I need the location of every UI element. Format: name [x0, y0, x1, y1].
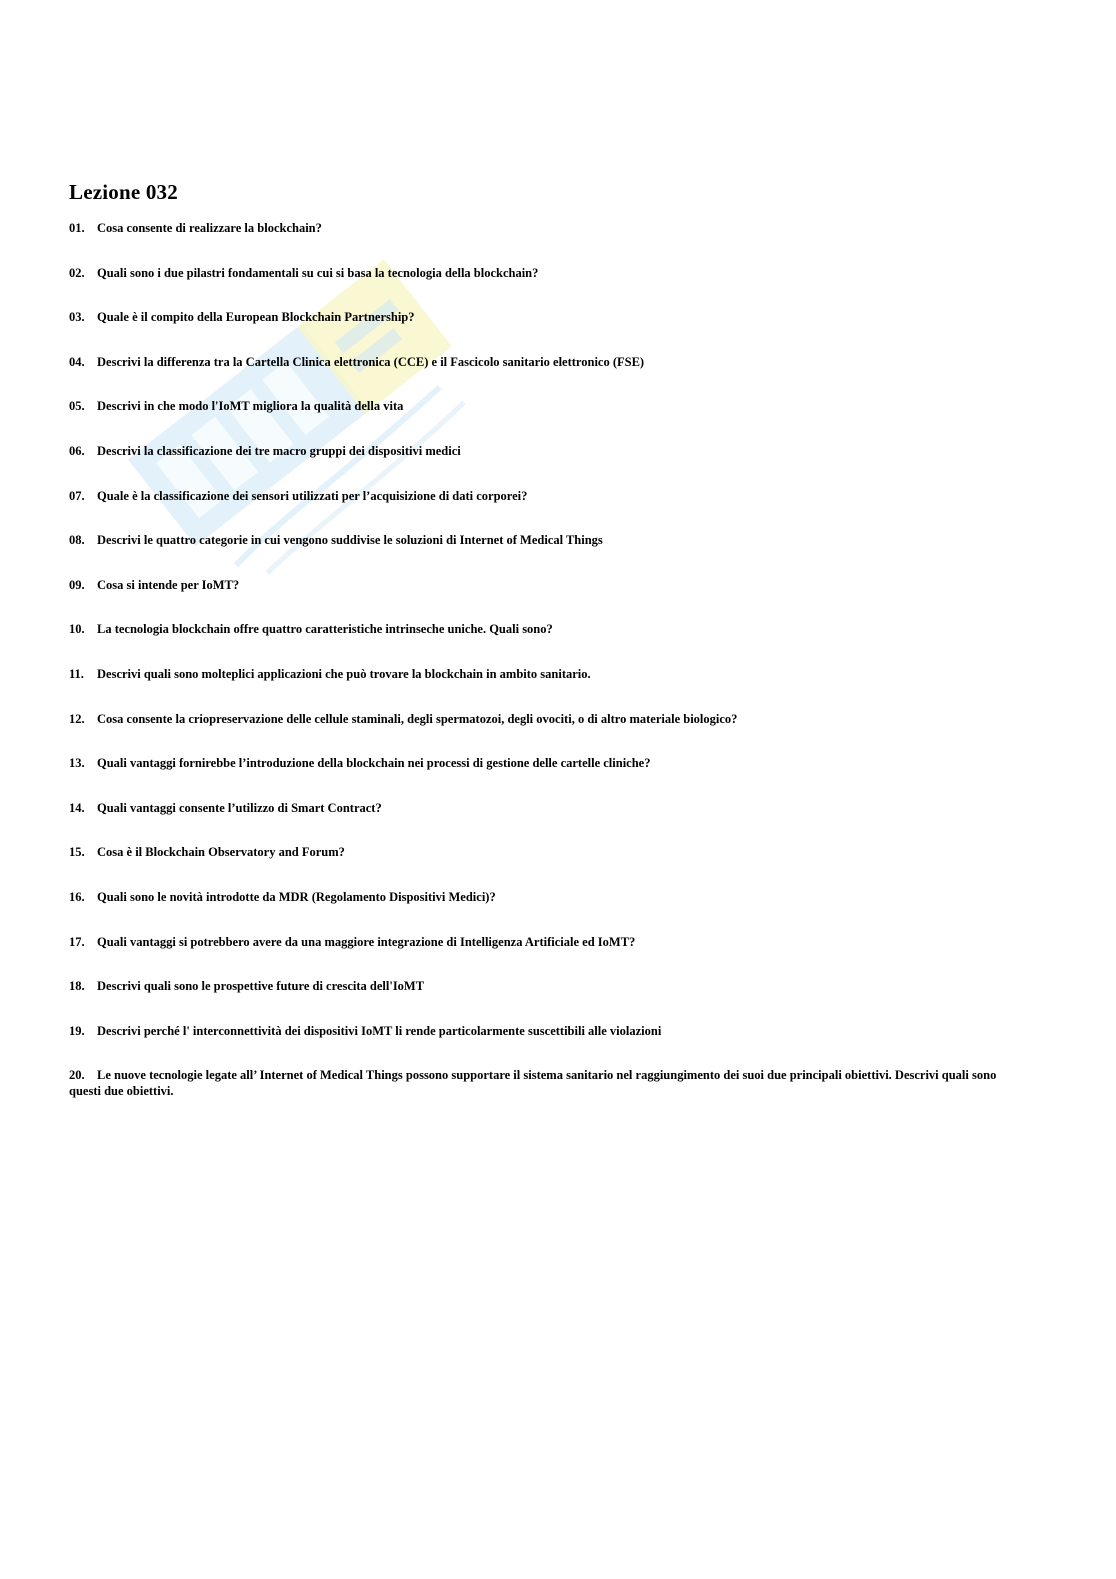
question-number: 16. [69, 890, 85, 904]
question-number: 15. [69, 845, 85, 860]
question-item [69, 1067, 1029, 1099]
question-item [69, 978, 1029, 994]
question-text: Descrivi perché l' interconnettività dei dispositivi IoMT li rende particolarmente suscettibili alle violazioni [97, 1023, 662, 1038]
question-text: Quali vantaggi si potrebbero avere da una maggiore integrazione di Intelligenza Artificiale ed IoMT? [97, 934, 636, 949]
question-text: Quali vantaggi consente l’utilizzo di Smart Contract? [97, 800, 382, 815]
question-number: 02. [69, 265, 85, 280]
question-text: Descrivi la differenza tra la Cartella Clinica elettronica (CCE) e il Fascicolo sanitario elettronico (FSE) [97, 354, 645, 369]
question-item [69, 309, 1029, 325]
question-text: Quale è il compito della European Blockchain Partnership? [97, 310, 415, 325]
question-item [69, 488, 1029, 504]
question-text: Descrivi le quattro categorie in cui vengono suddivise le soluzioni di Internet of Medical Things [97, 533, 603, 548]
question-item [69, 577, 1029, 593]
question-item [69, 800, 1029, 816]
question-item [69, 844, 1029, 860]
question-number: 03. [69, 310, 85, 325]
question-text: La tecnologia blockchain offre quattro caratteristiche intrinseche uniche. Quali sono? [97, 622, 553, 637]
question-number: 10. [69, 622, 85, 637]
question-number: 19. [69, 1023, 85, 1038]
page-title: Lezione 032 [69, 180, 178, 204]
question-item [69, 265, 1029, 281]
question-number: 08. [69, 533, 85, 548]
question-text: Descrivi quali sono molteplici applicazioni che può trovare la blockchain in ambito sanitario. [97, 667, 591, 681]
question-number: 01. [69, 221, 85, 235]
question-item [69, 711, 1029, 727]
question-text: Cosa è il Blockchain Observatory and Forum? [97, 845, 345, 860]
question-item [69, 1023, 1029, 1039]
question-item [69, 398, 1029, 414]
question-text: Quali sono le novità introdotte da MDR (Regolamento Dispositivi Medici)? [97, 890, 496, 904]
question-number: 13. [69, 756, 85, 771]
question-text: Cosa si intende per IoMT? [97, 577, 240, 592]
question-item [69, 934, 1029, 950]
question-item [69, 755, 1029, 771]
question-number: 14. [69, 800, 85, 815]
question-number: 06. [69, 444, 85, 458]
question-number: 20. [69, 1068, 85, 1083]
question-item [69, 354, 1029, 370]
question-number: 09. [69, 577, 85, 592]
question-number: 11. [69, 667, 84, 681]
question-text: Quali sono i due pilastri fondamentali su cui si basa la tecnologia della blockchain? [97, 265, 539, 280]
question-text: Descrivi in che modo l'IoMT migliora la qualità della vita [97, 399, 404, 414]
question-text: Le nuove tecnologie legate all’ Internet of Medical Things possono supportare il sistema sanitario nel raggiungimento dei suoi due principali obiettivi. Descrivi quali sono questi due obiettivi. [69, 1068, 997, 1099]
question-text: Descrivi la classificazione dei tre macro gruppi dei dispositivi medici [97, 444, 461, 458]
question-item [69, 666, 1029, 682]
question-text: Cosa consente la criopreservazione delle cellule staminali, degli spermatozoi, degli ovociti, o di altro materiale biologico? [97, 711, 738, 726]
question-item [69, 443, 1029, 459]
question-text: Cosa consente di realizzare la blockchain? [97, 221, 322, 235]
question-item [69, 532, 1029, 548]
question-number: 07. [69, 488, 85, 503]
question-item [69, 621, 1029, 637]
question-number: 17. [69, 934, 85, 949]
question-number: 18. [69, 979, 85, 994]
question-text: Descrivi quali sono le prospettive future di crescita dell'IoMT [97, 979, 425, 994]
question-number: 12. [69, 711, 85, 726]
question-item [69, 889, 1029, 905]
question-text: Quali vantaggi fornirebbe l’introduzione della blockchain nei processi di gestione delle cartelle cliniche? [97, 756, 651, 771]
question-number: 05. [69, 399, 85, 414]
question-text: Quale è la classificazione dei sensori utilizzati per l’acquisizione di dati corporei? [97, 488, 528, 503]
question-item [69, 220, 1029, 236]
question-number: 04. [69, 354, 85, 369]
